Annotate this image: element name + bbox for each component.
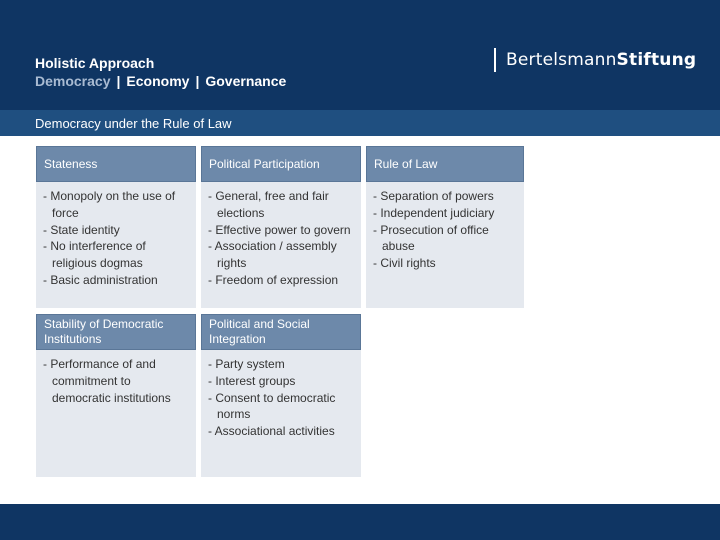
logo-text-light: Bertelsmann (506, 50, 617, 70)
list-item: - Separation of powers (373, 188, 517, 205)
subtitle-bar (0, 110, 720, 136)
list-item: - Consent to democratic norms (208, 390, 354, 424)
header-bar (0, 0, 720, 110)
footer-bar (0, 504, 720, 540)
list-item: - Monopoly on the use of force (43, 188, 189, 222)
criterion-header-rule-of-law: Rule of Law (366, 146, 524, 182)
criterion-body-political-participation (201, 182, 361, 308)
criterion-body-stateness (36, 182, 196, 308)
list-item: - State identity (43, 222, 189, 239)
nav-governance[interactable]: Governance (205, 73, 287, 89)
list-item: - Party system (208, 356, 354, 373)
list-item: - Association / assembly rights (208, 238, 354, 272)
criterion-header-political-participation: Political Participation (201, 146, 361, 182)
criterion-header-stability: Stability of Democratic Institutions (36, 314, 196, 350)
list-item: - General, free and fair elections (208, 188, 354, 222)
section-nav (35, 73, 286, 89)
bertelsmann-stiftung-logo (494, 48, 696, 72)
criterion-body-stability (36, 350, 196, 477)
criterion-body-integration (201, 350, 361, 477)
list-item: - Interest groups (208, 373, 354, 390)
section-subtitle: Democracy under the Rule of Law (35, 116, 232, 131)
criterion-header-integration: Political and Social Integration (201, 314, 361, 350)
list-item: - Independent judiciary (373, 205, 517, 222)
list-item: - Basic administration (43, 272, 189, 289)
page-title: Holistic Approach (35, 55, 155, 71)
logo-text-bold: Stiftung (616, 50, 697, 70)
criterion-body-rule-of-law (366, 182, 524, 308)
nav-separator: | (195, 73, 200, 89)
list-item: - Civil rights (373, 255, 517, 272)
criterion-header-stateness: Stateness (36, 146, 196, 182)
list-item: - Freedom of expression (208, 272, 354, 289)
nav-democracy[interactable]: Democracy (35, 73, 111, 89)
list-item: - Prosecution of office abuse (373, 222, 517, 256)
list-item: - Performance of and commitment to democratic institutions (43, 356, 189, 406)
nav-separator: | (116, 73, 121, 89)
list-item: - No interference of religious dogmas (43, 238, 189, 272)
nav-economy[interactable]: Economy (126, 73, 190, 89)
list-item: - Effective power to govern (208, 222, 354, 239)
list-item: - Associational activities (208, 423, 354, 440)
